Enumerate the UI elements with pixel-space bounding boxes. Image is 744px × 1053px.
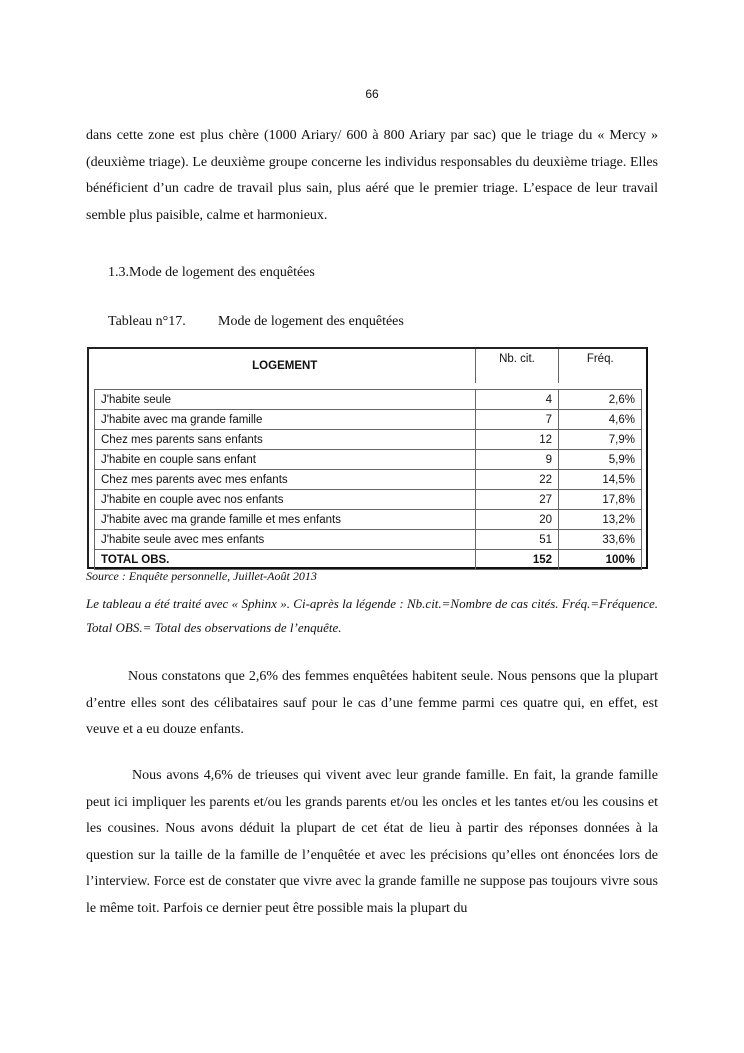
table-legend: Le tableau a été traité avec « Sphinx ». Ci-après la légende : Nb.cit.=Nombre de cas cités. Fréq.=Fréquence. Total OBS.= Total des observations de l’enquête. — [86, 596, 658, 635]
row-count: 22 — [476, 470, 559, 490]
row-freq: 17,8% — [559, 490, 642, 510]
page-number: 66 — [365, 87, 379, 101]
table-row — [95, 510, 642, 530]
table-caption-number: Tableau n°17. — [108, 314, 186, 329]
table-row — [95, 390, 642, 410]
table-row — [95, 450, 642, 470]
row-label: Chez mes parents avec mes enfants — [95, 470, 476, 490]
row-label: J'habite avec ma grande famille — [95, 410, 476, 430]
housing-table-frame — [87, 347, 648, 569]
row-count: 27 — [476, 490, 559, 510]
row-freq: 2,6% — [559, 390, 642, 410]
row-label: J'habite avec ma grande famille et mes enfants — [95, 510, 476, 530]
housing-table — [94, 349, 642, 570]
total-label: TOTAL OBS. — [95, 550, 476, 570]
row-count: 12 — [476, 430, 559, 450]
total-freq: 100% — [559, 550, 642, 570]
row-label: Chez mes parents sans enfants — [95, 430, 476, 450]
table-row — [95, 530, 642, 550]
row-freq: 13,2% — [559, 510, 642, 530]
table-row — [95, 470, 642, 490]
table-total-row — [95, 550, 642, 570]
total-count: 152 — [476, 550, 559, 570]
row-count: 7 — [476, 410, 559, 430]
header-logement: LOGEMENT — [95, 349, 476, 383]
table-header-row — [95, 349, 642, 383]
row-freq: 4,6% — [559, 410, 642, 430]
paragraph-2: Nous constatons que 2,6% des femmes enquêtées habitent seule. Nous pensons que la plupart d’entre elles sont des célibataires sauf pour le cas d’une femme parmi ces quatre qui, en effet, est veuve et a eu douze enfants. — [86, 669, 658, 737]
header-freq: Fréq. — [586, 353, 614, 365]
paragraph-3: Nous avons 4,6% de trieuses qui vivent avec leur grande famille. En fait, la grande famille peut ici impliquer les parents et/ou les grands parents et/ou les oncles et les tantes et/ou les cousins et les cousines. Nous avons déduit la plupart de cet état de lieu à partir des réponses données à la question sur la taille de la famille de l’enquêtée et avec les précisions qu’elles ont énoncées lors de l’interview. Force est de constater que vivre avec la grande famille ne suppose pas toujours vivre sous le même toit. Parfois ce dernier peut être possible mais la plupart du — [86, 768, 658, 916]
row-count: 51 — [476, 530, 559, 550]
row-label: J'habite en couple avec nos enfants — [95, 490, 476, 510]
row-count: 20 — [476, 510, 559, 530]
row-label: J'habite seule avec mes enfants — [95, 530, 476, 550]
row-count: 9 — [476, 450, 559, 470]
row-label: J'habite seule — [95, 390, 476, 410]
table-row — [95, 410, 642, 430]
table-caption — [108, 314, 404, 330]
row-freq: 5,9% — [559, 450, 642, 470]
row-label: J'habite en couple sans enfant — [95, 450, 476, 470]
table-source: Source : Enquête personnelle, Juillet-Août 2013 — [86, 569, 317, 583]
table-row — [95, 490, 642, 510]
row-count: 4 — [476, 390, 559, 410]
row-freq: 33,6% — [559, 530, 642, 550]
intro-paragraph: dans cette zone est plus chère (1000 Ariary/ 600 à 800 Ariary par sac) que le triage du « Mercy » (deuxième triage). Le deuxième groupe concerne les individus responsables du deuxième triage. Elles bénéficient d’un cadre de travail plus sain, plus aéré que le premier triage. L’espace de leur travail semble plus paisible, calme et harmonieux. — [86, 128, 658, 223]
header-count: Nb. cit. — [476, 349, 559, 383]
row-freq: 7,9% — [559, 430, 642, 450]
row-freq: 14,5% — [559, 470, 642, 490]
table-row — [95, 430, 642, 450]
section-heading: 1.3.Mode de logement des enquêtées — [108, 265, 315, 280]
table-caption-title: Mode de logement des enquêtées — [218, 314, 404, 329]
